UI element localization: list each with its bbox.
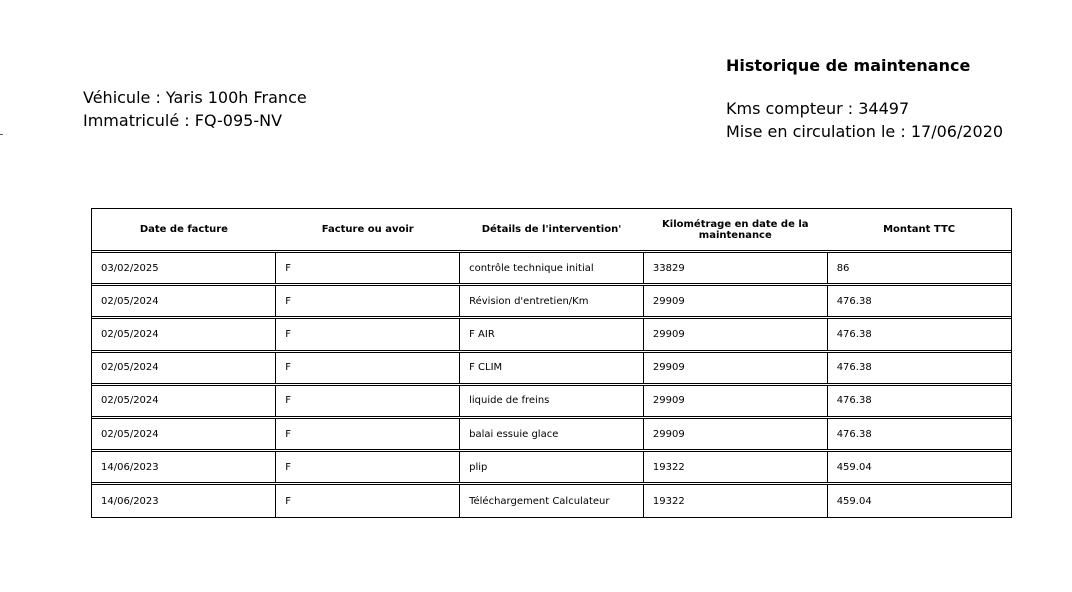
cell-invoice-date: 02/05/2024 (92, 351, 276, 384)
table-row (92, 318, 1011, 351)
cell-invoice-date: 02/05/2024 (92, 384, 276, 417)
cell-invoice-type: F (276, 384, 460, 417)
table-row (92, 451, 1011, 484)
registration-date: Mise en circulation le : 17/06/2020 (726, 122, 1004, 141)
cell-invoice-type: F (276, 252, 460, 285)
cell-invoice-type: F (276, 417, 460, 450)
cell-intervention-details: F AIR (460, 318, 644, 351)
table-row (92, 351, 1011, 384)
meter-info (726, 97, 1003, 143)
cell-invoice-date: 14/06/2023 (92, 484, 276, 517)
table-row (92, 417, 1011, 450)
cell-mileage: 33829 (643, 252, 827, 285)
cell-amount: 476.38 (827, 285, 1011, 318)
cell-intervention-details: balai essuie glace (460, 417, 644, 450)
cell-mileage: 29909 (643, 351, 827, 384)
cell-invoice-date: 02/05/2024 (92, 417, 276, 450)
cell-mileage: 19322 (643, 451, 827, 484)
cell-mileage: 19322 (643, 484, 827, 517)
maintenance-table (92, 209, 1011, 517)
edge-mark (0, 134, 3, 135)
cell-intervention-details: plip (460, 451, 644, 484)
table-row (92, 285, 1011, 318)
cell-mileage: 29909 (643, 285, 827, 318)
cell-invoice-type: F (276, 351, 460, 384)
cell-intervention-details: contrôle technique initial (460, 252, 644, 285)
table-row (92, 384, 1011, 417)
cell-amount: 86 (827, 252, 1011, 285)
cell-mileage: 29909 (643, 384, 827, 417)
column-header-invoice-date: Date de facture (92, 209, 276, 252)
cell-intervention-details: Révision d'entretien/Km (460, 285, 644, 318)
cell-intervention-details: Téléchargement Calculateur (460, 484, 644, 517)
column-header-invoice-type: Facture ou avoir (276, 209, 460, 252)
vehicle-info (83, 86, 307, 132)
cell-invoice-date: 03/02/2025 (92, 252, 276, 285)
cell-intervention-details: F CLIM (460, 351, 644, 384)
cell-invoice-date: 02/05/2024 (92, 318, 276, 351)
cell-invoice-date: 14/06/2023 (92, 451, 276, 484)
vehicle-model: Véhicule : Yaris 100h France (83, 88, 307, 107)
cell-amount: 476.38 (827, 351, 1011, 384)
cell-amount: 476.38 (827, 318, 1011, 351)
cell-invoice-type: F (276, 318, 460, 351)
document-title: Historique de maintenance (726, 56, 971, 75)
cell-invoice-type: F (276, 451, 460, 484)
column-header-amount: Montant TTC (827, 209, 1011, 252)
cell-amount: 476.38 (827, 384, 1011, 417)
column-header-intervention-details: Détails de l'intervention' (460, 209, 644, 252)
odometer-reading: Kms compteur : 34497 (726, 99, 910, 118)
column-header-mileage: Kilométrage en date de la maintenance (643, 209, 827, 252)
cell-intervention-details: liquide de freins (460, 384, 644, 417)
cell-invoice-type: F (276, 484, 460, 517)
cell-amount: 459.04 (827, 451, 1011, 484)
cell-amount: 459.04 (827, 484, 1011, 517)
cell-amount: 476.38 (827, 417, 1011, 450)
cell-mileage: 29909 (643, 318, 827, 351)
table-row (92, 252, 1011, 285)
cell-mileage: 29909 (643, 417, 827, 450)
cell-invoice-date: 02/05/2024 (92, 285, 276, 318)
cell-invoice-type: F (276, 285, 460, 318)
table-header-row (92, 209, 1011, 252)
table-row (92, 484, 1011, 517)
maintenance-table-container (91, 208, 1012, 518)
vehicle-plate: Immatriculé : FQ-095-NV (83, 111, 283, 130)
